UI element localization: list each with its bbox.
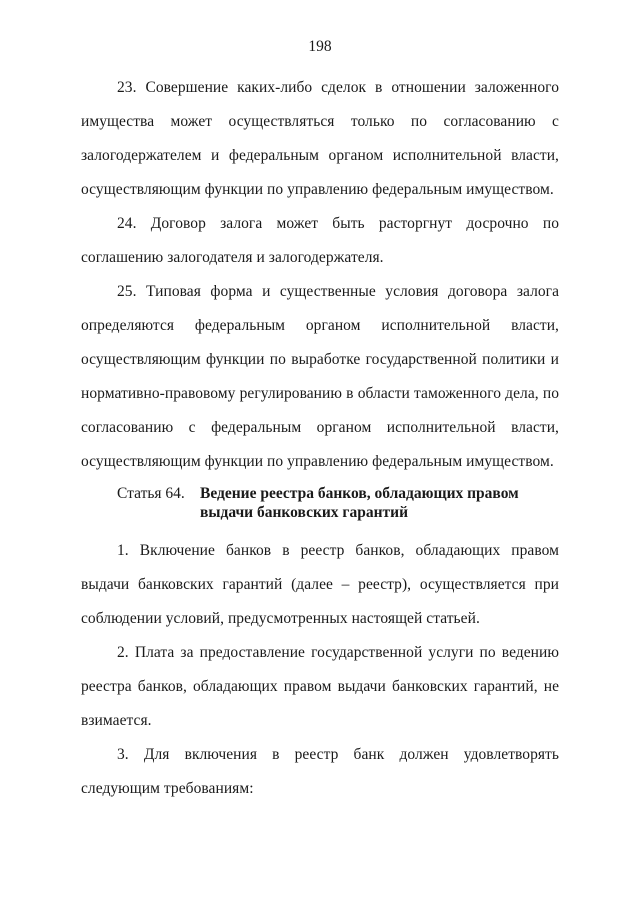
document-body (81, 71, 559, 806)
article-paragraph-1: 1. Включение банков в реестр банков, обладающих правом выдачи банковских гарантий (далее – реестр), осуществляется при соблюдении условий, предусмотренных настоящей статьей. (81, 542, 559, 627)
paragraph-24: 24. Договор залога может быть расторгнут досрочно по соглашению залогодателя и залогодержателя. (81, 215, 559, 266)
article-title: Ведение реестра банков, обладающих правом выдачи банковских гарантий (200, 485, 519, 521)
paragraph-25: 25. Типовая форма и существенные условия договора залога определяются федеральным органом исполнительной власти, осуществляющим функции по выработке государственной политики и нормативно-правовому регулированию в области таможенного дела, по согласованию с федеральным органом исполнительной власти, осуществляющим функции по управлению федеральным имуществом. (81, 283, 559, 470)
article-paragraph-2: 2. Плата за предоставление государственной услуги по ведению реестра банков, обладающих правом выдачи банковских гарантий, не взимается. (81, 644, 559, 729)
paragraph-23: 23. Совершение каких-либо сделок в отношении заложенного имущества может осуществляться только по согласованию с залогодержателем и федеральным органом исполнительной власти, осуществляющим функции по управлению федеральным имуществом. (81, 79, 559, 198)
page-number: 198 (308, 38, 332, 55)
article-label: Статья 64. (117, 485, 185, 502)
article-heading (81, 484, 559, 522)
article-paragraph-3: 3. Для включения в реестр банк должен удовлетворять следующим требованиям: (81, 746, 559, 797)
